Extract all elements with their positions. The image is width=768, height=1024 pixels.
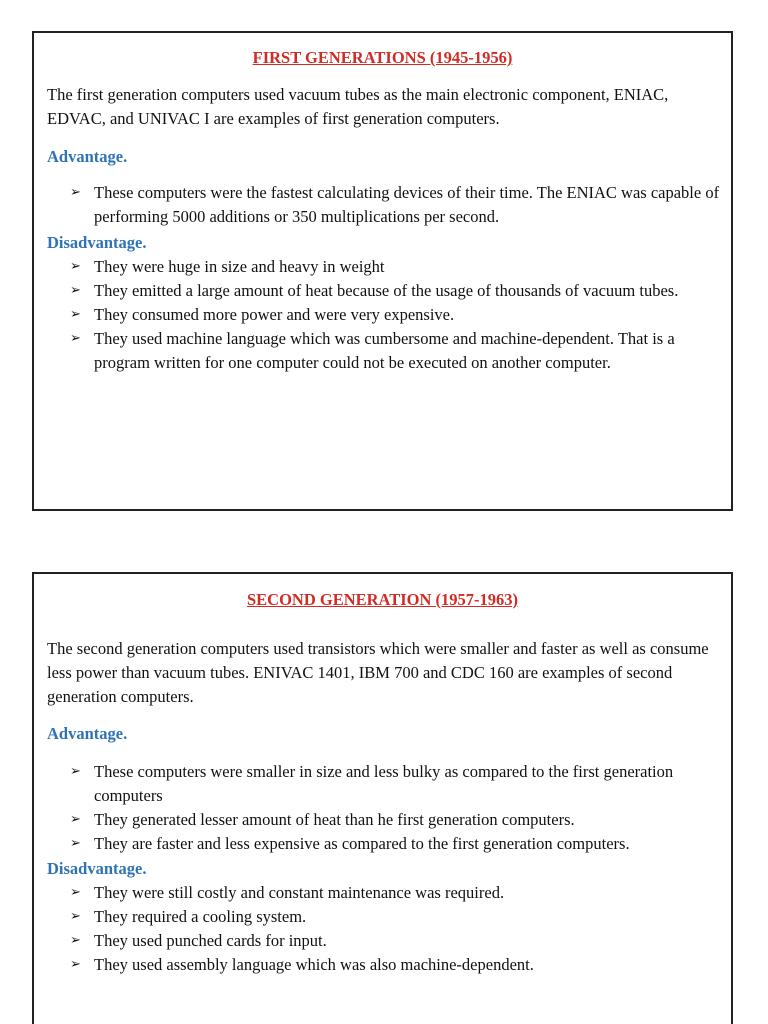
list-item-text: They emitted a large amount of heat because of the usage of thousands of vacuum tubes. <box>94 281 679 300</box>
section-title: FIRST GENERATIONS (1945-1956) <box>252 48 513 67</box>
disadvantage-heading: Disadvantage. <box>47 233 147 252</box>
list-item-text: They used machine language which was cumbersome and machine-dependent. That is a program written for one computer could not be executed on another computer. <box>94 329 675 372</box>
list-item-text: These computers were the fastest calculating devices of their time. The ENIAC was capable of performing 5000 additions or 350 multiplications per second. <box>94 183 720 226</box>
disadvantage-list <box>47 881 732 977</box>
advantage-list <box>47 181 732 229</box>
bullet-arrow-icon: ➢ <box>70 885 81 900</box>
disadvantage-list <box>47 255 732 375</box>
list-item <box>47 953 732 977</box>
list-item-text: They consumed more power and were very expensive. <box>94 305 455 324</box>
bullet-arrow-icon: ➢ <box>70 331 81 346</box>
list-item-text: They required a cooling system. <box>94 907 307 926</box>
list-item <box>47 881 732 905</box>
list-item-text: These computers were smaller in size and less bulky as compared to the first generation computers <box>94 762 674 805</box>
list-item <box>47 255 732 279</box>
first-generation-section <box>32 31 733 511</box>
section-intro: The first generation computers used vacuum tubes as the main electronic component, ENIAC, EDVAC, and UNIVAC I are examples of first generation computers. <box>47 85 669 128</box>
bullet-arrow-icon: ➢ <box>70 259 81 274</box>
list-item <box>47 760 732 808</box>
advantage-heading: Advantage. <box>47 147 128 166</box>
list-item-text: They are faster and less expensive as compared to the first generation computers. <box>94 834 630 853</box>
bullet-arrow-icon: ➢ <box>70 909 81 924</box>
bullet-arrow-icon: ➢ <box>70 957 81 972</box>
list-item-text: They used assembly language which was also machine-dependent. <box>94 955 534 974</box>
list-item <box>47 929 732 953</box>
advantage-heading: Advantage. <box>47 724 128 743</box>
list-item-text: They were huge in size and heavy in weight <box>94 257 385 276</box>
bullet-arrow-icon: ➢ <box>70 812 81 827</box>
list-item <box>47 279 732 303</box>
list-item-text: They used punched cards for input. <box>94 931 327 950</box>
list-item <box>47 808 732 832</box>
list-item <box>47 905 732 929</box>
bullet-arrow-icon: ➢ <box>70 764 81 779</box>
second-generation-section <box>32 572 733 1024</box>
bullet-arrow-icon: ➢ <box>70 307 81 322</box>
section-title: SECOND GENERATION (1957-1963) <box>246 590 519 609</box>
list-item <box>47 181 732 229</box>
bullet-arrow-icon: ➢ <box>70 185 81 200</box>
list-item-text: They were still costly and constant maintenance was required. <box>94 883 505 902</box>
list-item <box>47 832 732 856</box>
bullet-arrow-icon: ➢ <box>70 836 81 851</box>
bullet-arrow-icon: ➢ <box>70 283 81 298</box>
bullet-arrow-icon: ➢ <box>70 933 81 948</box>
list-item <box>47 327 732 375</box>
advantage-list <box>47 760 732 856</box>
list-item <box>47 303 732 327</box>
disadvantage-heading: Disadvantage. <box>47 859 147 878</box>
section-intro: The second generation computers used transistors which were smaller and faster as well as consume less power than vacuum tubes. ENIVAC 1401, IBM 700 and CDC 160 are examples of second generation computers. <box>47 639 709 706</box>
list-item-text: They generated lesser amount of heat than he first generation computers. <box>94 810 575 829</box>
